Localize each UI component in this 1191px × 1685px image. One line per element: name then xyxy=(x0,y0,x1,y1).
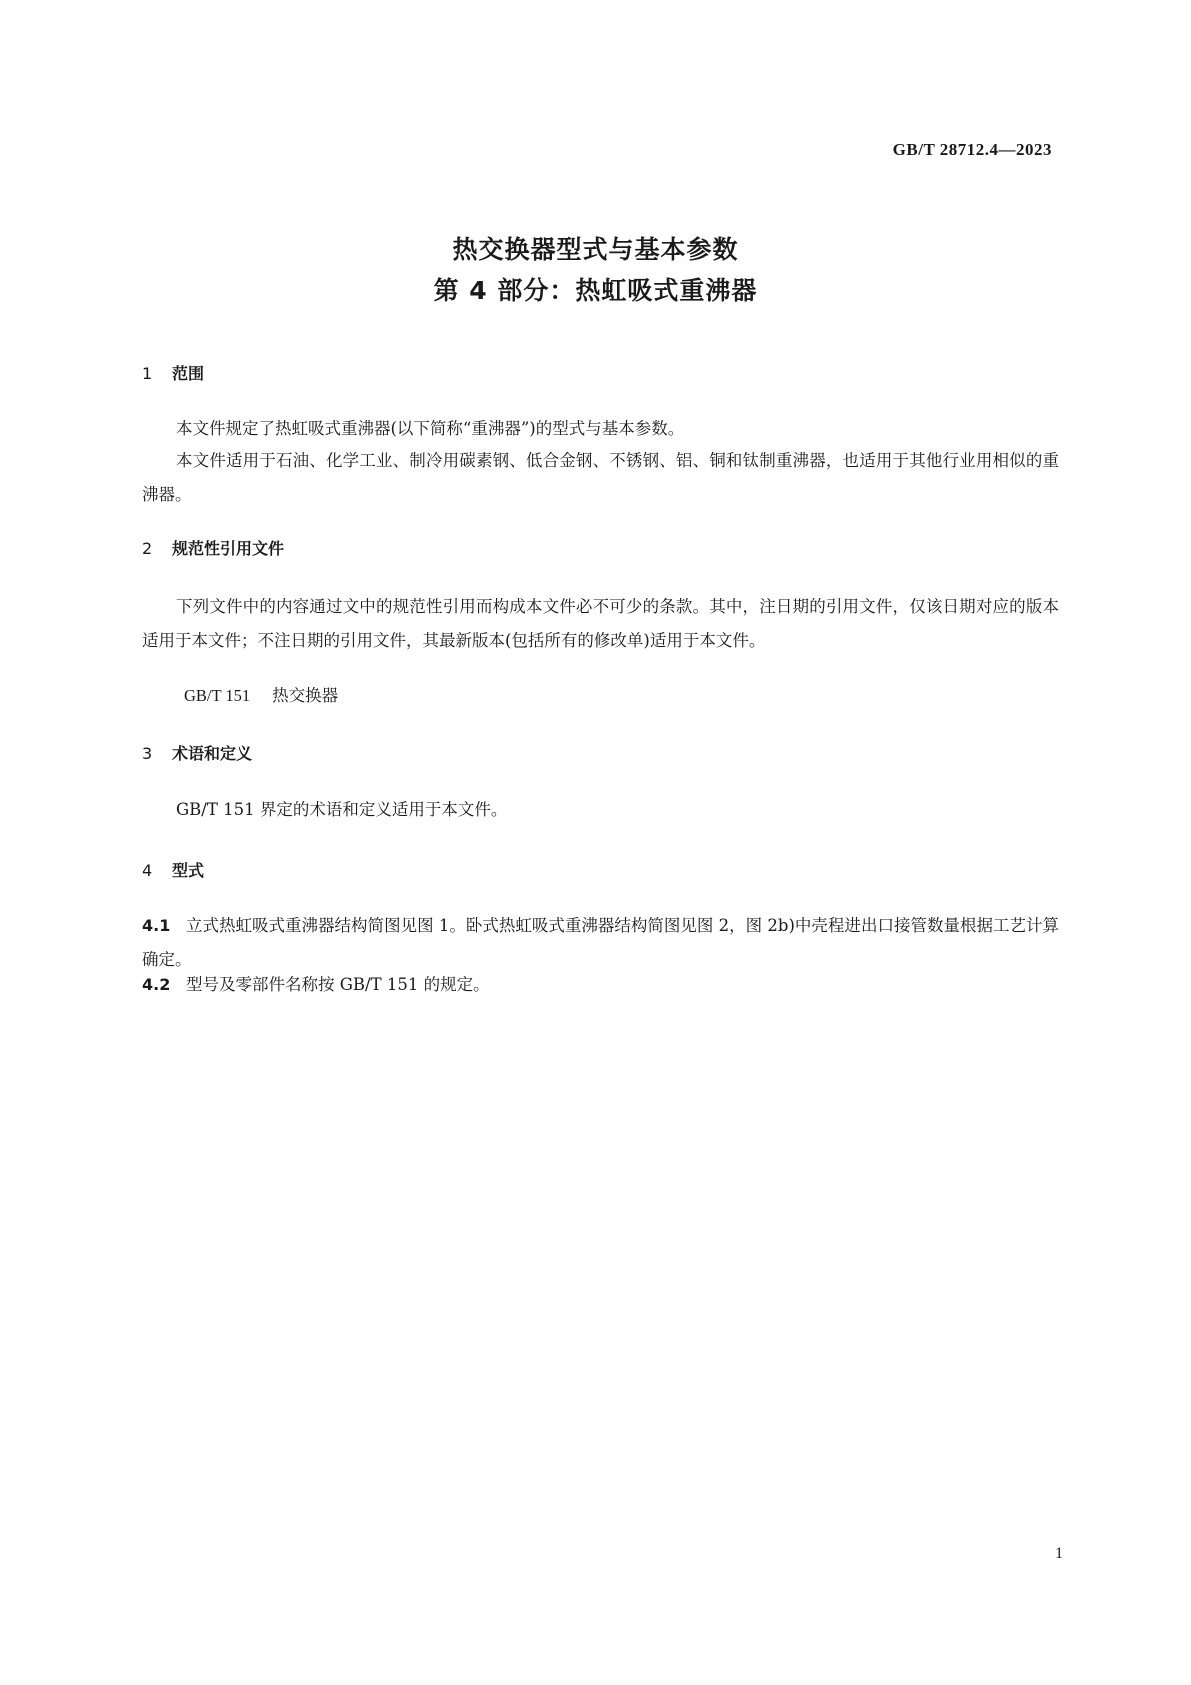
clause-text: 立式热虹吸式重沸器结构简图见图 1。卧式热虹吸式重沸器结构简图见图 2，图 2b)中壳程进出口接管数量根据工艺计算确定。 xyxy=(142,916,1059,969)
section-heading-scope xyxy=(142,361,204,384)
section-number: 4 xyxy=(142,861,153,880)
page-number: 1 xyxy=(1055,1545,1063,1562)
section-title: 范围 xyxy=(172,364,205,383)
terms-paragraph: GB/T 151 界定的术语和定义适用于本文件。 xyxy=(176,800,508,819)
clause-4-2 xyxy=(142,968,1059,1002)
clause-number: 4.2 xyxy=(142,975,171,994)
clause-number: 4.1 xyxy=(142,916,171,935)
section-title: 型式 xyxy=(172,861,205,880)
section-heading-terms xyxy=(142,741,252,764)
reference-entry xyxy=(184,682,338,706)
section-number: 3 xyxy=(142,744,153,763)
section-number: 2 xyxy=(142,539,153,558)
scope-paragraph-2: 本文件适用于石油、化学工业、制冷用碳素钢、低合金钢、不锈钢、铝、铜和钛制重沸器，也适用于其他行业用相似的重沸器。 xyxy=(142,451,1059,504)
references-paragraph: 下列文件中的内容通过文中的规范性引用而构成本文件必不可少的条款。其中，注日期的引用文件，仅该日期对应的版本适用于本文件；不注日期的引用文件，其最新版本(包括所有的修改单)适用于本文件。 xyxy=(142,597,1059,650)
scope-paragraph-1: 本文件规定了热虹吸式重沸器(以下简称“重沸器”)的型式与基本参数。 xyxy=(176,419,685,438)
page-title-line-2: 第 4 部分：热虹吸式重沸器 xyxy=(433,276,758,305)
section-number: 1 xyxy=(142,364,153,383)
document-code: GB/T 28712.4—2023 xyxy=(892,140,1052,159)
reference-code: GB/T 151 xyxy=(184,686,251,705)
clause-4-1 xyxy=(142,909,1059,977)
section-heading-normative-references xyxy=(142,536,284,559)
clause-text: 型号及零部件名称按 GB/T 151 的规定。 xyxy=(186,975,490,994)
page-title-line-1: 热交换器型式与基本参数 xyxy=(452,235,739,264)
section-title: 规范性引用文件 xyxy=(172,539,285,558)
section-heading-types xyxy=(142,858,204,881)
reference-title: 热交换器 xyxy=(272,686,339,705)
section-title: 术语和定义 xyxy=(172,744,253,763)
